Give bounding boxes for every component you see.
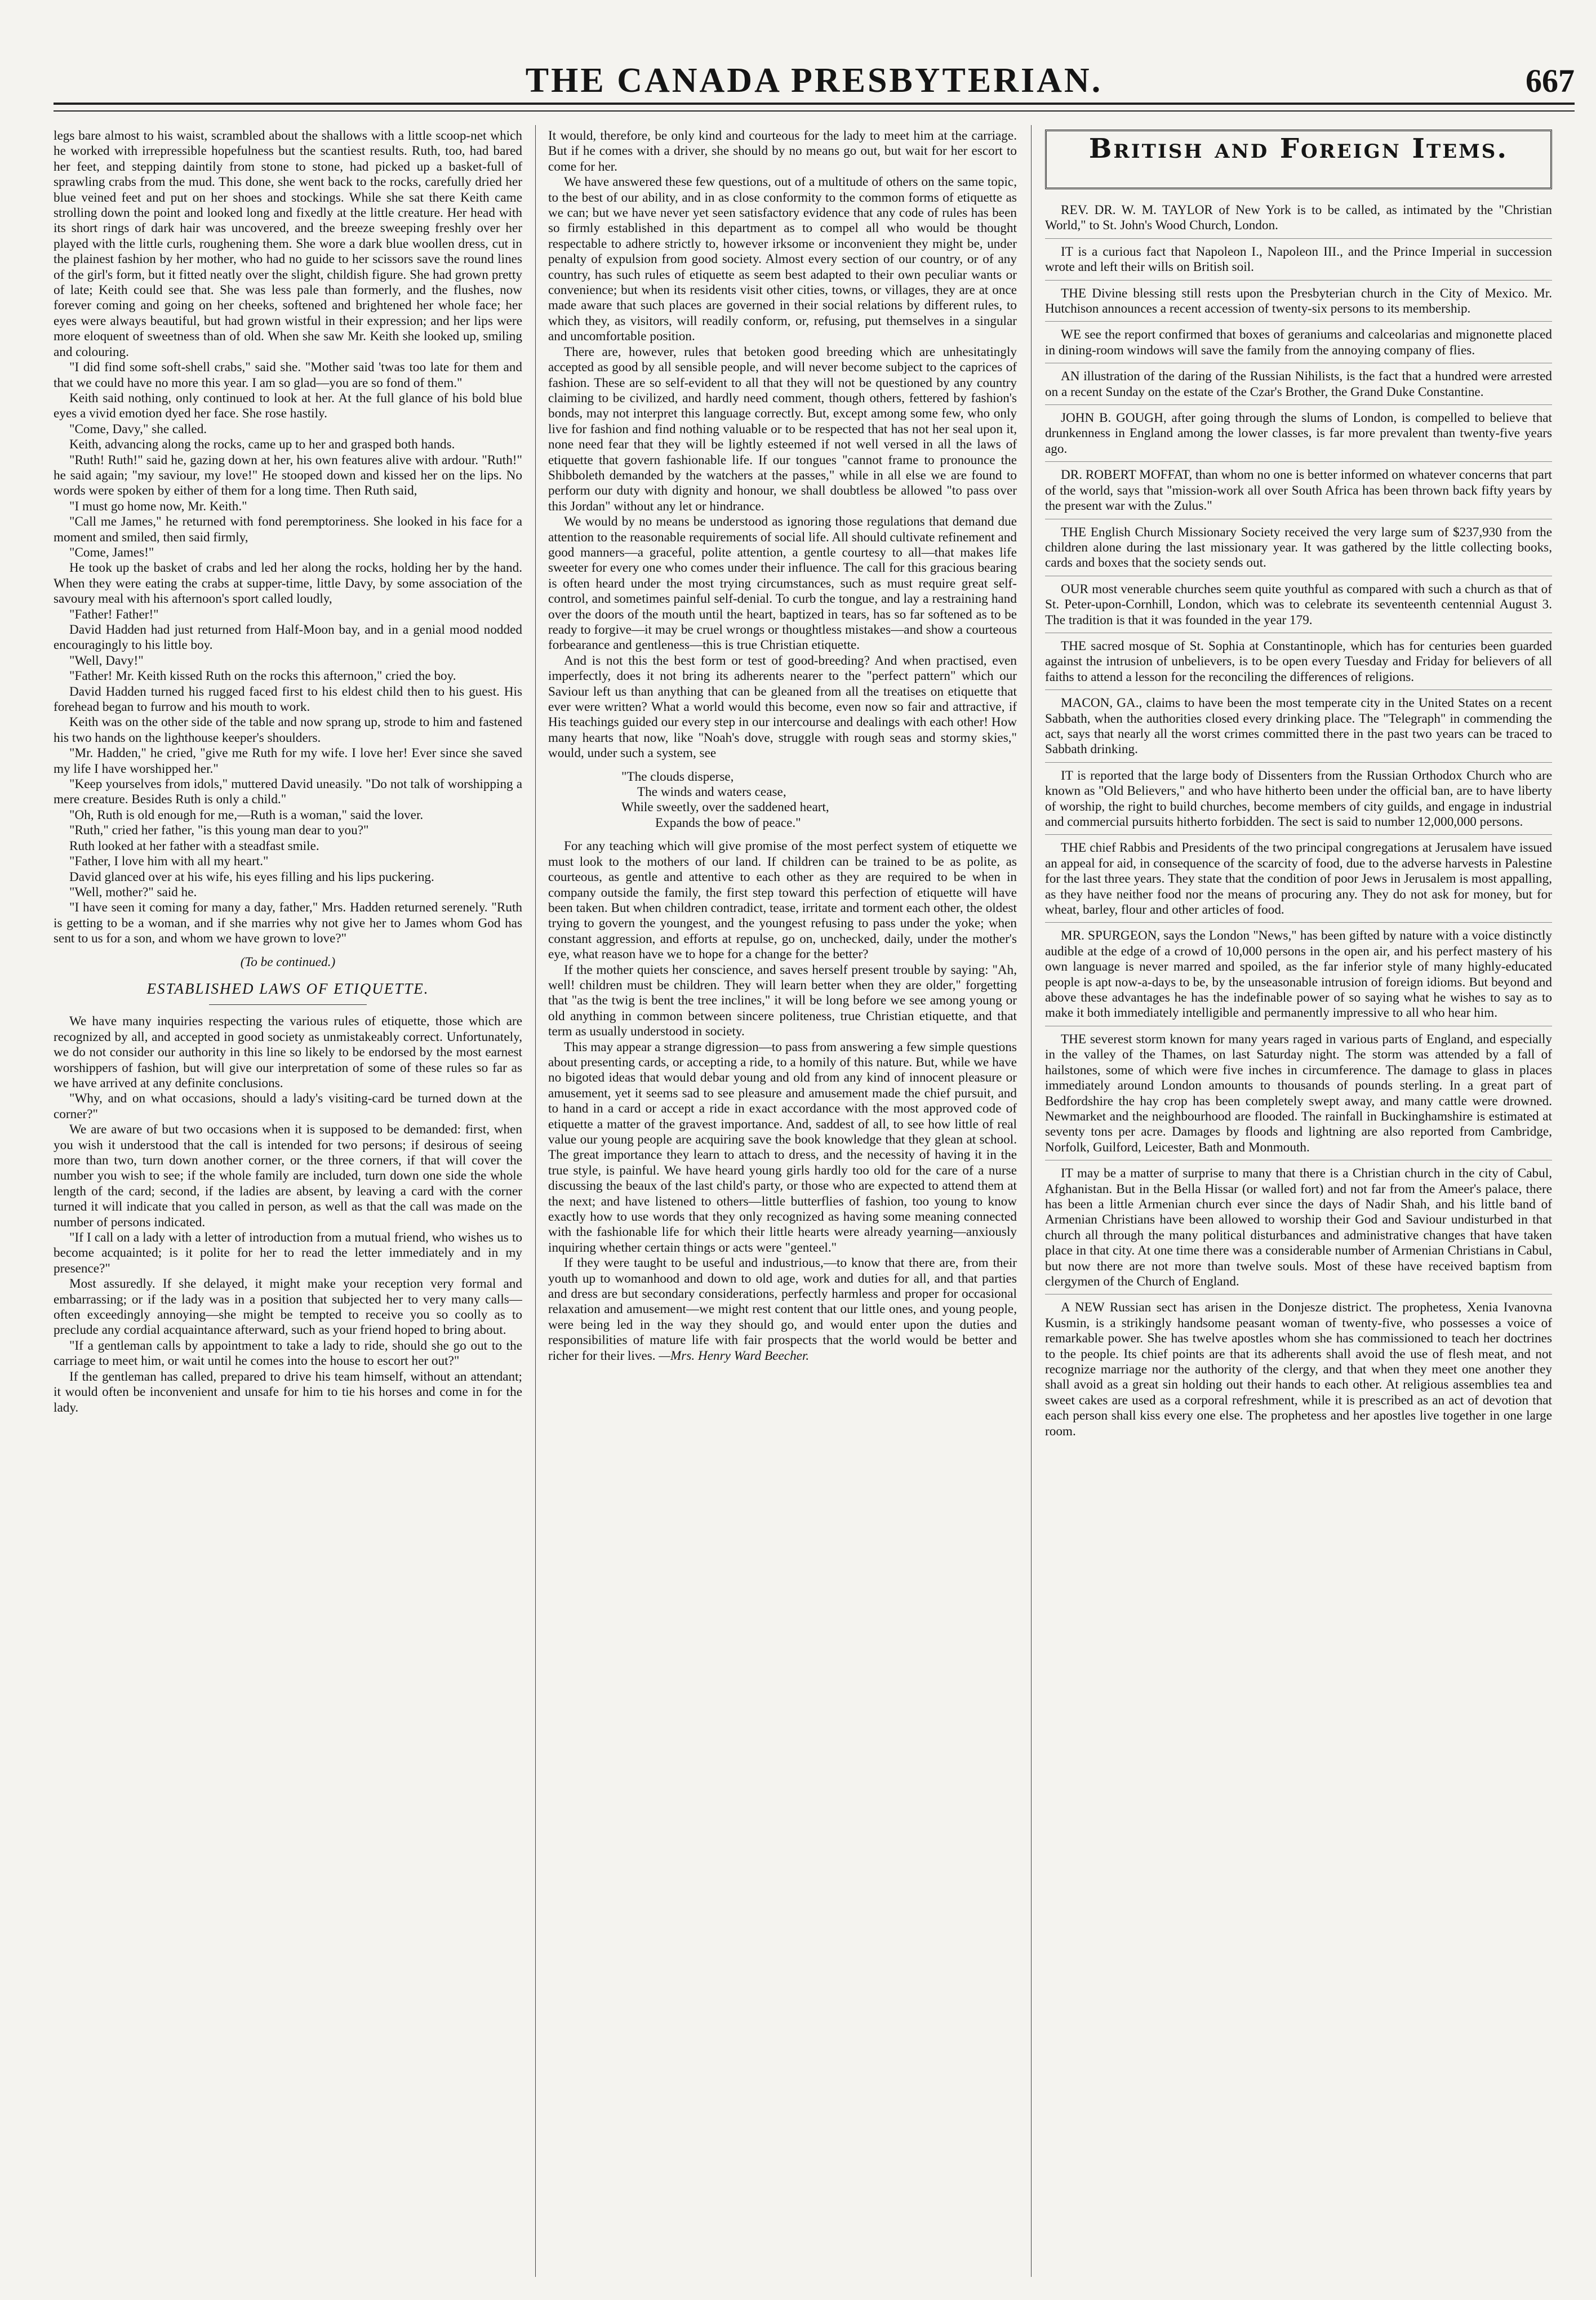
- news-item: IT is reported that the large body of Dissenters from the Russian Orthodox Church who are known as "Old Believers," and who have hitherto been under the official ban, are to have liberty of worship, the right to build churches, become members of city guilds, and engage in industrial and commercial pursuits hitherto forbidden. The sect is said to number 12,000,000 persons.: [1045, 762, 1552, 830]
- story-paragraph: "Ruth," cried her father, "is this young man dear to you?": [69, 823, 369, 838]
- news-item: OUR most venerable churches seem quite youthful as compared with such a church as that of St. Peter-upon-Cornhill, London, which was to celebrate its seventeenth centennial August 3. The tradition is that it was founded in the year 179.: [1045, 576, 1552, 628]
- etiquette-article: [54, 1014, 522, 1416]
- news-item: A NEW Russian sect has arisen in the Donjesze district. The prophetess, Xenia Ivanovna Kusmin, is a strikingly handsome peasant woman of twenty-five, who possesses a voice of remarkable power. She has twelve apostles whom she has commissioned to teach her doctrines to the people. Its chief points are that its adherents shall avoid the use of flesh meat, and not recognize marriage nor the authority of the clergy, and that when they meet one another they shall avoid as a great sin holding out their hands to each other. At religious assemblies tea and sweet cakes are used as a corporal refreshment, while it is prescribed as an act of devotion that each person shall kiss every one else. The prophetess and her apostles live together in one large room.: [1045, 1294, 1552, 1439]
- newspaper-page: [54, 0, 1575, 2300]
- story-paragraph: "Oh, Ruth is old enough for me,—Ruth is a woman," said the lover.: [69, 807, 424, 822]
- news-item: WE see the report confirmed that boxes of geraniums and calceolarias and mignonette placed in dining-room windows will save the family from the annoying company of flies.: [1045, 321, 1552, 358]
- poem-quote: [621, 769, 1017, 831]
- masthead-rule-thin: [54, 110, 1575, 112]
- article-paragraph: If the gentleman has called, prepared to drive his team himself, without an attendant; it would often be inconvenient and unsafe for him to tie his horses and come in for the lady.: [54, 1369, 522, 1415]
- story-paragraph: "Well, Davy!": [69, 653, 144, 668]
- masthead: [54, 61, 1575, 117]
- news-items: [1045, 203, 1552, 1439]
- article-paragraph-text: If they were taught to be useful and industrious,—to know that there are, from their youth up to womanhood and down to old age, work and duties for all, and that parties and dress are but secondary considerations, perfectly harmless and proper for occasional relaxation and amusement—we might rest content that our little ones, and young people, were being led in the way they should go, and would enter upon the duties and responsibilities of mature life with fair prospects that the world would be better and richer for their lives.: [548, 1256, 1017, 1363]
- article-paragraph: It would, therefore, be only kind and courteous for the lady to meet him at the carriage. But if he comes with a driver, she should by no means go out, but wait for her escort to come for her.: [548, 128, 1017, 174]
- news-item: IT may be a matter of surprise to many that there is a Christian church in the city of Cabul, Afghanistan. But in the Bella Hissar (or walled fort) and not far from the Ameer's palace, there has been a little Armenian church ever since the days of Nadir Shah, and his little band of Armenian Christians have been allowed to worship their God and Saviour undisturbed in that church all through the many political disturbances and administrative changes that have taken place in that city. At one time there was a considerable number of Armenian Christians in Cabul, but now there are not more than twelve souls. Most of these have received baptism from clergymen of the Church of England.: [1045, 1160, 1552, 1289]
- story-paragraph: David glanced over at his wife, his eyes filling and his lips puckering.: [69, 869, 434, 884]
- to-be-continued-note: (To be continued.): [240, 954, 336, 969]
- column-2: [548, 128, 1017, 2275]
- news-item: AN illustration of the daring of the Russian Nihilists, is the fact that a hundred were arrested on a recent Sunday on the estate of the Czar's Brother, the Grand Duke Constantine.: [1045, 363, 1552, 400]
- section-heading: British and Foreign Items.: [1088, 133, 1509, 164]
- story-paragraph: Keith said nothing, only continued to look at her. At the full glance of his bold blue eyes a vivid emotion dyed her face. She rose hastily.: [54, 390, 522, 421]
- column-3: [1045, 128, 1552, 2275]
- column-1: [54, 128, 522, 2275]
- news-item: IT is a curious fact that Napoleon I., Napoleon III., and the Prince Imperial in succession wrote and left their wills on British soil.: [1045, 238, 1552, 275]
- story-paragraph: "I must go home now, Mr. Keith.": [69, 499, 247, 514]
- page-number: 667: [1526, 63, 1575, 99]
- poem-line: While sweetly, over the saddened heart,: [621, 800, 829, 815]
- section-heading-box: [1045, 130, 1552, 189]
- story-paragraph: "Well, mother?" said he.: [69, 884, 197, 900]
- article-title-rule: [209, 1004, 367, 1005]
- poem-line: "The clouds disperse,: [621, 769, 734, 784]
- poem-line: The winds and waters cease,: [637, 785, 786, 800]
- article-paragraph: This may appear a strange digression—to pass from answering a few simple questions about presenting cards, or accepting a ride, to a homily of this nature. But, while we have no bigoted ideas that would debar young and old from any kind of innocent pleasure or amusement, yet it seems sad to see pleasure and amusement made the chief pursuit, and to hand in a card or accept a ride in exact accordance with the most approved code of etiquette a matter of the gravest importance. And, saddest of all, to see how little of real value our young people are acquiring save the book knowledge that they glean at school. The great importance they learn to attach to dress, and the necessity of having it in the true style, is painful. We have heard young girls hardly too old for the care of a nurse discussing the beaux of the last child's party, or those who are expected to attend them at the next; and have listened to others—little butterflies of fashion, too young to know exactly how to use words that they only recognized as having some meaning connected with the fashionable life for which their little hearts were already yearning—anxiously inquiring whether certain things or acts were "genteel.": [548, 1039, 1017, 1255]
- article-paragraph: We have many inquiries respecting the various rules of etiquette, those which are recognized by all, and accepted in good society as unmistakeably correct. Unfortunately, we do not consider our authority in this line so likely to be endorsed by the most earnest worshippers of fashion, but will give our interpretation of some of these rules so far as we have arrived at any definite conclusions.: [54, 1014, 522, 1091]
- news-item: REV. DR. W. M. TAYLOR of New York is to be called, as intimated by the "Christian World," to St. John's Wood Church, London.: [1045, 203, 1552, 233]
- story-paragraph: "Ruth! Ruth!" said he, gazing down at her, his own features alive with ardour. "Ruth!" he said again; "my saviour, my love!" He stooped down and kissed her on the lips. No words were spoken by either of them for a long time. Then Ruth said,: [54, 452, 522, 499]
- article-paragraph: Most assuredly. If she delayed, it might make your reception very formal and embarrassing; or if the lady was in a position that subjected her to very many calls—often exceedingly annoying—she might be tempted to receive you so coolly as to preclude any cordial acquaintance afterward, such as your friend hoped to bring about.: [54, 1276, 522, 1338]
- news-item: JOHN B. GOUGH, after going through the slums of London, is compelled to believe that drunkenness in England among the lower classes, is far more prevalent than twenty-five years ago.: [1045, 404, 1552, 457]
- news-item: THE sacred mosque of St. Sophia at Constantinople, which has for centuries been guarded against the intrusion of unbelievers, is to be open every Tuesday and Friday for believers of all faiths to attend a lesson for the reconciling the differences of religions.: [1045, 633, 1552, 685]
- story-paragraph: Keith was on the other side of the table and now sprang up, strode to him and fastened his two hands on the lighthouse keeper's shoulders.: [54, 715, 522, 745]
- masthead-rule: [54, 103, 1575, 105]
- article-paragraph: If the mother quiets her conscience, and saves herself present trouble by saying: "Ah, well! children must be children. They will learn better when they are older," forgetting that "as the twig is bent the tree inclines," it will be long before we see among young or old anything in common between sincere politeness, true Christian etiquette, and that term as usually understood in society.: [548, 962, 1017, 1039]
- story-paragraph: legs bare almost to his waist, scrambled about the shallows with a little scoop-net which he worked with irrepressible hopefulness but the scantiest results. Ruth, too, had bared her feet, and stepping daintily from stone to stone, had picked up a basket-full of sprawling crabs from the mud. This done, she went back to the rocks, carefully dried her blue veined feet and put on her shoes and stockings. While she sat there Keith came strolling down the point and looked long and fixedly at the little creature. Her head with its short rings of dark hair was uncovered, and the breeze sweeping freshly over her played with the little curls, roughening them. She wore a dark blue woollen dress, cut in the plainest fashion by her mother, who had no guide to her scissors save the round lines of the girl's form, but it fitted neatly over the slight, childish figure. She had grown pretty of late; Keith could see that. She was less pale than formerly, and the flushes, now forever coming and going on her cheeks, softened and brightened her whole face; her eyes were always beautiful, but had grown wistful in their expression; and her lips were more eloquent of sweetness than of old. When she saw Mr. Keith she looked up, smiling and colouring.: [54, 128, 522, 359]
- article-paragraph: There are, however, rules that betoken good breeding which are unhesitatingly accepted as good by all sensible people, and will never become subject to the caprices of fashion. These are so self-evident to all that they will not be questioned by any country claiming to be civilized, and hardly need comment, though others, fettered by fashion's bonds, may not interpret this language correctly. But, except among some few, who only live for fashion and find nothing valuable or to be respected that has not her seal upon it, none need fear that they will be lightly esteemed if not well versed in all the laws of etiquette that govern fashionable life. If our tongues "cannot frame to pronounce the Shibboleth demanded by the watchers at the passes," while in all else we are found to perform our duty with dignity and honour, we shall doubtless be allowed "to pass over this Jordan" without any let or hindrance.: [548, 344, 1017, 514]
- news-item: THE severest storm known for many years raged in various parts of England, and especially in the valley of the Thames, on last Saturday night. The storm was attended by a fall of hailstones, some of which were five inches in circumference. The damage to glass in places immediately around London amounts to thousands of pounds sterling. In a great part of Bedfordshire the hay crop has been completely swept away, and many cattle were drowned. Newmarket and the neighbourhood are flooded. The rainfall in Buckinghamshire is estimated at seventy tons per acre. Damages by floods and lightning are also reported from Cambridge, Norfolk, Guilford, Leicester, Bath and Monmouth.: [1045, 1026, 1552, 1155]
- story-paragraph: Ruth looked at her father with a steadfast smile.: [69, 838, 319, 853]
- article-paragraph: "If I call on a lady with a letter of introduction from a mutual friend, who wishes us to become acquainted; is it polite for her to read the letter immediately and in my presence?": [54, 1230, 522, 1276]
- story-continuation: [54, 128, 522, 947]
- news-item: MR. SPURGEON, says the London "News," has been gifted by nature with a voice distinctly audible at the edge of a crowd of 10,000 persons in the open air, and his perfect mastery of his own language is never marred and spoiled, as the far inferior style of many highly-educated people is apt now-a-days to be, by the unseasonable intrusion of foreign idioms. But beyond and above these advantages he has the indefinable power of so saying what he wishes to say as to make it both immediately intelligible and permanently impressive to all who hear him.: [1045, 922, 1552, 1021]
- story-paragraph: "Father! Father!": [69, 607, 159, 622]
- masthead-title: THE CANADA PRESBYTERIAN.: [525, 61, 1103, 100]
- story-paragraph: "I did find some soft-shell crabs," said she. "Mother said 'twas too late for them and that we could have no more this year. I am so glad—you are so fond of them.": [54, 360, 522, 390]
- story-paragraph: "Come, Davy," she called.: [69, 421, 207, 437]
- story-paragraph: David Hadden had just returned from Half-Moon bay, and in a genial mood nodded encouragingly to his little boy.: [54, 622, 522, 653]
- article-paragraph: "Why, and on what occasions, should a lady's visiting-card be turned down at the corner?": [54, 1091, 522, 1122]
- article-paragraph: We are aware of but two occasions when it is supposed to be demanded: first, when you wish it understood that the call is intended for two persons; if desirous of seeing more than two, turn down another corner, or the three corners, if that will cover the number you wish to see; if the whole family are included, turn down one side the whole length of the card; second, if the ladies are absent, by leaving a card with the corner turned it will indicate that you called in person, as well as that the call was made on the number of persons indicated.: [54, 1122, 522, 1230]
- column-divider-2: [1031, 125, 1032, 2277]
- story-paragraph: "Keep yourselves from idols," muttered David uneasily. "Do not talk of worshipping a mere creature. Besides Ruth is only a child.": [54, 777, 522, 807]
- article-paragraph: For any teaching which will give promise of the most perfect system of etiquette we must look to the mothers of our land. If children can be trained to be as polite, as courteous, as gentle and attentive to each other as they are required to be when in company outside the family, the first step toward this perfection of etiquette will have been taken. But when children contradict, tease, irritate and torment each other, the oldest trying to govern the youngest, and the youngest refusing to pass under the yoke; when constant aggression, and efforts at repulse, go on, unchecked, daily, under the mother's eye, what reason have we to hope for a change for the better?: [548, 839, 1017, 962]
- news-item: DR. ROBERT MOFFAT, than whom no one is better informed on whatever concerns that part of the world, says that "mission-work all over South Africa has been thrown back fifty years by the present war with the Zulus.": [1045, 461, 1552, 514]
- article-paragraph: And is not this the best form or test of good-breeding? And when practised, even imperfectly, does it not bring its adherents nearer to the "perfect pattern" which our Saviour left us than anything that can be gleaned from all the treatises on etiquette that ever were written? What a world would this become, even now so fair and attractive, if His teachings guided our every step in our intercourse and dealings with each other! How many hearts that now, like "Noah's dove, struggle with rough seas and stormy skies," would, under such a system, see: [548, 653, 1017, 761]
- news-item: THE English Church Missionary Society received the very large sum of $237,930 from the children alone during the last missionary year. It was gathered by the little collecting books, cards and boxes that the society sends out.: [1045, 519, 1552, 571]
- article-paragraph: We would by no means be understood as ignoring those regulations that demand due attention to the reasonable requirements of social life. All should cultivate refinement and good manners—a graceful, polite attention, a gentle courtesy to all—that makes life sweeter for every one who comes under their influence. The call for this gracious bearing is often heard under the most trying circumstances, such as must require great self-control, and sometimes painful self-denial. To curb the tongue, and lay a restraining hand over the doors of the mouth until the heart, baptized in tears, has so far softened as to be ready to forgive—it may be cruel wrongs or thoughtless mistakes—and show a courteous forbearance and gentleness—this is true Christian etiquette.: [548, 514, 1017, 653]
- story-paragraph: "Father, I love him with all my heart.": [69, 854, 269, 869]
- story-paragraph: He took up the basket of crabs and led her along the rocks, holding her by the hand. When they were eating the crabs at supper-time, little Davy, by some association of the savoury meal with his afternoon's sport called loudly,: [54, 560, 522, 607]
- poem-line: Expands the bow of peace.": [655, 815, 801, 830]
- news-item: THE Divine blessing still rests upon the Presbyterian church in the City of Mexico. Mr. Hutchison announces a recent accession of twenty-six persons to its membership.: [1045, 280, 1552, 317]
- story-paragraph: "Come, James!": [69, 545, 154, 560]
- article-title: ESTABLISHED LAWS OF ETIQUETTE.: [146, 980, 429, 997]
- article-author: —Mrs. Henry Ward Beecher.: [659, 1348, 810, 1363]
- article-paragraph: We have answered these few questions, out of a multitude of others on the same topic, to the best of our ability, and in as close conformity to the common forms of etiquette as we can; but we have never yet seen satisfactory evidence that any code of rules has been so firmly established in this department as to compel all who would be thought respectable to adhere strictly to, however irksome or inconvenient they might be, under penalty of expulsion from good society. Almost every section of our country, or of any country, has such rules of etiquette as seem best adapted to their own peculiar wants or convenience; but when its residents visit other cities, towns, or villages, they are at once made aware that such places are governed in their social relations by different rules, to which they, as visitors, will readily conform, or, refusing, put themselves in a singular and uncomfortable position.: [548, 175, 1017, 344]
- news-item: MACON, GA., claims to have been the most temperate city in the United States on a recent Sabbath, when the authorities closed every drinking place. The "Telegraph" in commending the act, says that nearly all the worst crimes committed there in the past two years can be traced to Sabbath drinking.: [1045, 689, 1552, 758]
- story-paragraph: Keith, advancing along the rocks, came up to her and grasped both hands.: [69, 437, 455, 452]
- story-paragraph: David Hadden turned his rugged faced first to his eldest child then to his guest. His forehead began to furrow and his mouth to work.: [54, 684, 522, 715]
- story-paragraph: "I have seen it coming for many a day, father," Mrs. Hadden returned serenely. "Ruth is getting to be a woman, and if she marries why not give her to James whom God has sent to us for a son, and whom we have grown to love?": [54, 900, 522, 946]
- article-paragraph: "If a gentleman calls by appointment to take a lady to ride, should she go out to the carriage to meet him, or wait until he comes into the house to escort her out?": [54, 1338, 522, 1369]
- article-paragraph: [548, 1256, 1017, 1364]
- story-paragraph: "Mr. Hadden," he cried, "give me Ruth for my wife. I love her! Ever since she saved my life I have worshipped her.": [54, 746, 522, 776]
- column-divider-1: [535, 125, 536, 2277]
- story-paragraph: "Father! Mr. Keith kissed Ruth on the rocks this afternoon," cried the boy.: [69, 669, 456, 684]
- story-paragraph: "Call me James," he returned with fond peremptoriness. She looked in his face for a moment and smiled, then said firmly,: [54, 514, 522, 545]
- news-item: THE chief Rabbis and Presidents of the two principal congregations at Jerusalem have issued an appeal for aid, in consequence of the scarcity of food, due to the adverse harvests in Palestine for the last three years. They state that the condition of poor Jews in Jerusalem is most appalling, as they have neither food nor the means of procuring any. They do not ask for money, but for wheat, barley, flour and other articles of food.: [1045, 834, 1552, 918]
